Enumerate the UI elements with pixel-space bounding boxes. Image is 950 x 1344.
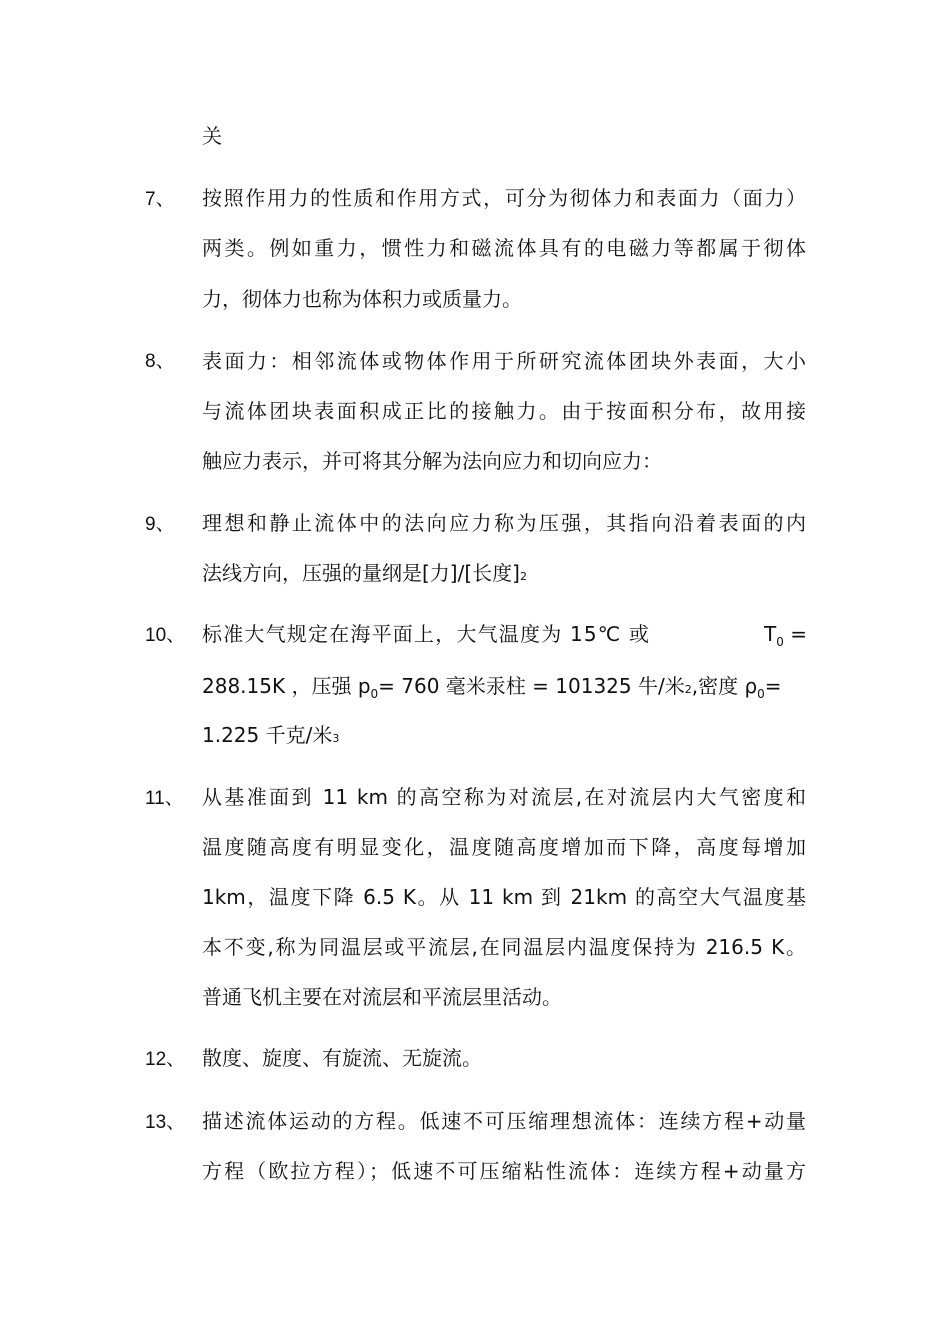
- text-line: 288.15K ，压强 $p_0= 760$ 毫米汞柱 = 101325 牛/米2,密度 $\rho_0=$: [202, 674, 782, 701]
- text-line: 表面力：相邻流体或物体作用于所研究流体团块外表面，大小: [202, 349, 806, 373]
- text-line: [202, 560, 527, 590]
- item-number: 13、: [145, 1112, 186, 1133]
- text-line: 力，彻体力也称为体积力或质量力。: [202, 287, 522, 311]
- text-line: 理想和静止流体中的法向应力称为压强，其指向沿着表面的内: [202, 511, 806, 535]
- text-line: 方程（欧拉方程）；低速不可压缩粘性流体：连续方程+动量方: [202, 1159, 806, 1183]
- text-line: 从基准面到 11 km 的高空称为对流层,在对流层内大气密度和: [202, 785, 806, 809]
- item-number: 10、: [145, 625, 186, 646]
- text-line: 本不变,称为同温层或平流层,在同温层内温度保持为 216.5 K。: [202, 935, 806, 959]
- text-line: 温度随高度有明显变化，温度随高度增加而下降，高度每增加: [202, 835, 806, 859]
- text-line: 1km，温度下降 6.5 K。从 11 km 到 21km 的高空大气温度基: [202, 885, 806, 909]
- text-line: 关: [202, 124, 222, 148]
- text-line: [202, 621, 806, 647]
- math-var: $\rho_0$: [744, 674, 765, 701]
- text-line: 1.225 千克/米3: [202, 723, 340, 747]
- item-number: 12、: [145, 1049, 186, 1070]
- text-segment: 法线方向，压强的量纲是[力]/[长度]: [202, 561, 520, 585]
- text-line: 与流体团块表面积成正比的接触力。由于按面积分布，故用接: [202, 399, 806, 423]
- item-number: 11、: [145, 788, 184, 809]
- text-line: 触应力表示，并可将其分解为法向应力和切向应力：: [202, 449, 662, 473]
- text-segment: 标准大气规定在海平面上，大气温度为 15℃ 或: [202, 622, 651, 646]
- text-line: 按照作用力的性质和作用方式，可分为彻体力和表面力（面力）: [202, 186, 806, 210]
- superscript: 3: [332, 732, 340, 745]
- text-line: 普通飞机主要在对流层和平流层里活动。: [202, 985, 562, 1009]
- item-number: 7、: [145, 189, 175, 210]
- text-line: 描述流体运动的方程。低速不可压缩理想流体：连续方程+动量: [202, 1109, 806, 1133]
- text-line: 两类。例如重力，惯性力和磁流体具有的电磁力等都属于彻体: [202, 236, 806, 260]
- superscript: 2: [684, 683, 692, 696]
- superscript: 2: [519, 570, 527, 583]
- item-number: 9、: [145, 514, 175, 535]
- item-number: 8、: [145, 351, 175, 372]
- math-var: $p_0$: [357, 674, 379, 701]
- math-var: $T_0$ =: [764, 622, 807, 649]
- text-line: 散度、旋度、有旋流、无旋流。: [202, 1046, 482, 1070]
